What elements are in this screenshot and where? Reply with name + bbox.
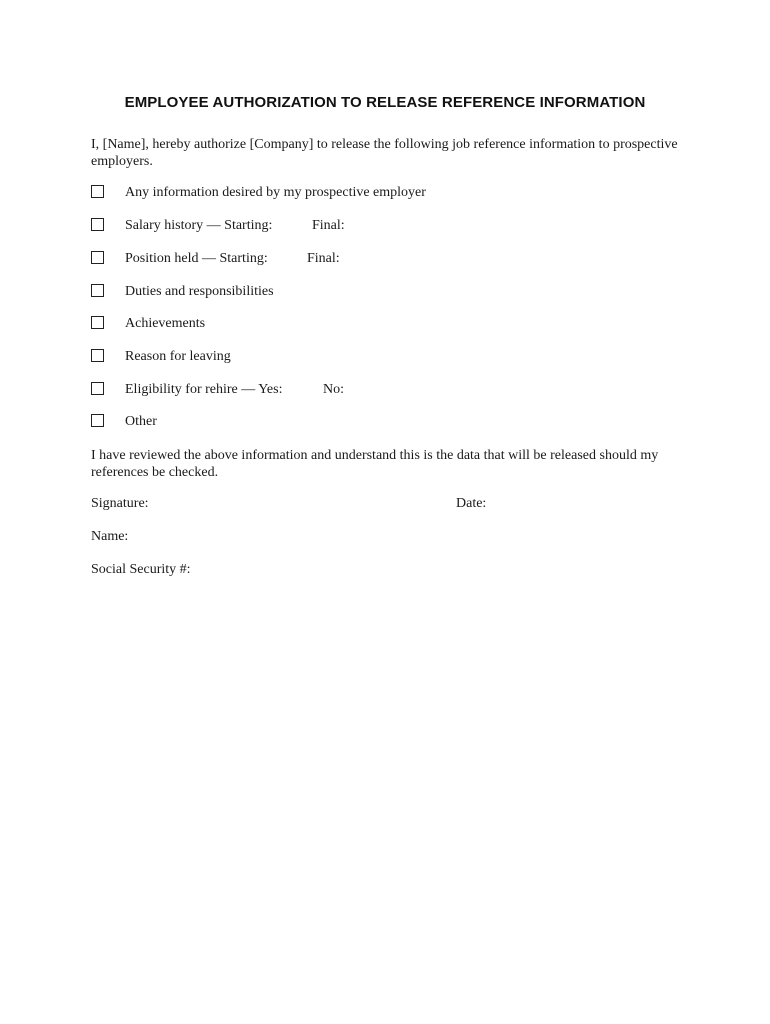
option-label: Other bbox=[125, 414, 157, 429]
salary-final-label: Final: bbox=[312, 218, 345, 233]
option-label: Position held — Starting: bbox=[125, 251, 268, 266]
option-label: Salary history — Starting: bbox=[125, 218, 273, 233]
option-label: Any information desired by my prospective employer bbox=[125, 185, 426, 200]
checkbox-other[interactable] bbox=[91, 414, 104, 427]
option-label: Achievements bbox=[125, 316, 206, 331]
option-duties[interactable] bbox=[91, 283, 691, 301]
checkbox-any-information[interactable] bbox=[91, 185, 104, 198]
name-label: Name: bbox=[91, 529, 129, 544]
option-other[interactable] bbox=[91, 413, 691, 431]
checkbox-position-held[interactable] bbox=[91, 251, 104, 264]
option-achievements[interactable] bbox=[91, 315, 691, 333]
option-label: Eligibility for rehire — Yes: bbox=[125, 382, 283, 397]
signature-label: Signature: bbox=[91, 496, 149, 511]
position-final-label: Final: bbox=[307, 251, 340, 266]
option-reason-for-leaving[interactable] bbox=[91, 348, 691, 366]
option-eligibility-rehire[interactable] bbox=[91, 381, 691, 399]
date-label: Date: bbox=[456, 496, 487, 511]
checkbox-eligibility-rehire[interactable] bbox=[91, 382, 104, 395]
checkbox-duties[interactable] bbox=[91, 284, 104, 297]
authorization-statement: I, [Name], hereby authorize [Company] to release the following job reference information to prospective employers. bbox=[91, 137, 678, 169]
option-any-information[interactable] bbox=[91, 184, 691, 202]
checkbox-reason-for-leaving[interactable] bbox=[91, 349, 104, 362]
option-label: Reason for leaving bbox=[125, 349, 231, 364]
option-label: Duties and responsibilities bbox=[125, 284, 274, 299]
ssn-label: Social Security #: bbox=[91, 562, 191, 577]
checkbox-salary-history[interactable] bbox=[91, 218, 104, 231]
rehire-no-label: No: bbox=[323, 382, 344, 397]
review-statement: I have reviewed the above information and understand this is the data that will be released should my references be checked. bbox=[91, 448, 659, 480]
option-salary-history[interactable] bbox=[91, 217, 691, 235]
option-position-held[interactable] bbox=[91, 250, 691, 268]
checkbox-achievements[interactable] bbox=[91, 316, 104, 329]
document-title: EMPLOYEE AUTHORIZATION TO RELEASE REFERENCE INFORMATION bbox=[124, 94, 646, 111]
